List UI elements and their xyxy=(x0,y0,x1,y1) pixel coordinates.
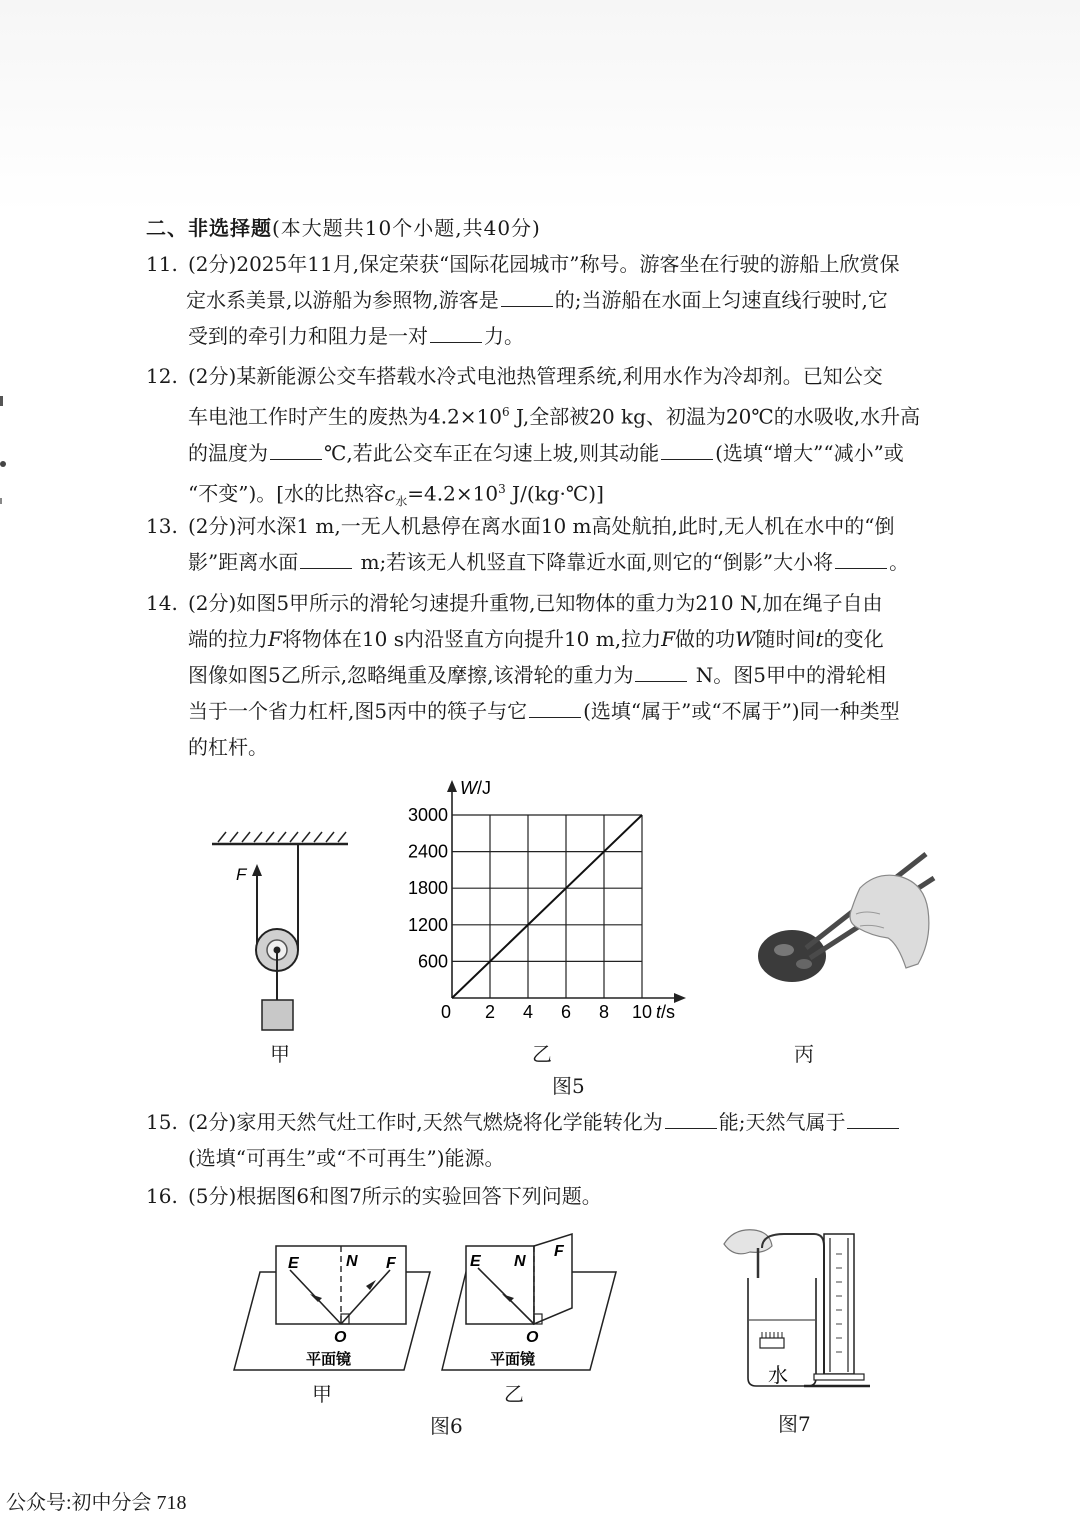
y-tick-label: 1200 xyxy=(407,914,448,935)
x-tick-label: 8 xyxy=(598,1002,610,1022)
x-tick-label: 0 xyxy=(440,1002,452,1022)
fig5-caption: 图5 xyxy=(552,1074,585,1098)
ray-label-f: F xyxy=(554,1243,564,1260)
question-12: 12. (2分)某新能源公交车搭载水冷式电池热管理系统,利用水作为冷却剂。已知公交 车电池工作时产生的废热为$4.2\times 10^6$ J,全部被20 kg、初温为20℃的水吸收,水升高 的温度为 ℃,若此公交车正在匀速上坡,则其动能 (选填“增大”“减小”或 “不变”)。[水的比热容$c_水=4.2\times 10^3$ J/(kg·℃)] xyxy=(146,358,996,519)
mirror-label: 平面镜 xyxy=(306,1351,352,1368)
reflection-setup-jia xyxy=(230,1240,440,1380)
question-number: 11. xyxy=(146,252,178,276)
section-title xyxy=(146,212,541,241)
ray-label-e: E xyxy=(470,1253,481,1270)
ray-label-f: F xyxy=(386,1255,396,1272)
water-label: 水 xyxy=(768,1365,788,1387)
answer-blank[interactable] xyxy=(270,437,322,460)
fig5-label-jia: 甲 xyxy=(270,1042,290,1066)
y-tick-label: 600 xyxy=(417,951,448,972)
answer-blank[interactable] xyxy=(529,695,581,718)
point-label-o: O xyxy=(334,1329,347,1346)
series-line xyxy=(452,815,642,998)
y-axis-label: W/J xyxy=(460,778,492,798)
y-axis-arrow xyxy=(447,780,457,792)
reflection-setup-yi xyxy=(440,1230,630,1380)
footer-watermark: 公众号:初中分会 718 xyxy=(6,1492,187,1514)
fig7-caption: 图7 xyxy=(778,1412,811,1436)
x-tick-label: 4 xyxy=(522,1002,534,1022)
question-number: 12. xyxy=(146,364,178,388)
mirror-label: 平面镜 xyxy=(490,1351,536,1368)
x-tick-label: 6 xyxy=(560,1002,572,1022)
ray-label-e: E xyxy=(288,1255,299,1272)
question-number: 15. xyxy=(146,1110,178,1134)
x-axis-label: t/s xyxy=(656,1002,676,1022)
chopsticks-photo xyxy=(748,848,938,993)
fig6-caption: 图6 xyxy=(430,1414,463,1438)
answer-blank[interactable] xyxy=(430,320,482,343)
x-tick-label: 2 xyxy=(484,1002,496,1022)
fig6-label-jia: 甲 xyxy=(312,1382,332,1406)
question-13: 13. (2分)河水深1 m,一无人机悬停在离水面10 m高处航拍,此时,无人机在水中的“倒 影”距离水面 m;若该无人机竖直下降靠近水面,则它的“倒影”大小将 。 xyxy=(146,508,996,580)
fig5-label-bing: 丙 xyxy=(794,1042,814,1066)
margin-scan-marks xyxy=(0,380,10,520)
question-11: 11. (2分)2025年11月,保定荣获“国际花园城市”称号。游客坐在行驶的游船上欣赏保 定水系美景,以游船为参照物,游客是 的;当游船在水面上匀速直线行驶时,它 受到的牵引力和阻力是一对 力。 xyxy=(146,246,996,354)
x-axis-arrow xyxy=(674,993,686,1003)
normal-label-n: N xyxy=(514,1253,526,1270)
normal-label-n: N xyxy=(346,1253,358,1270)
x-tick-label: 10 xyxy=(631,1002,653,1022)
fig5-label-yi: 乙 xyxy=(532,1042,552,1066)
answer-blank[interactable] xyxy=(665,1106,717,1129)
question-16: 16. (5分)根据图6和图7所示的实验回答下列问题。 xyxy=(146,1178,996,1214)
answer-blank[interactable] xyxy=(501,284,553,307)
pressure-gauge-apparatus xyxy=(714,1224,874,1394)
y-tick-label: 1800 xyxy=(407,878,448,899)
answer-blank[interactable] xyxy=(835,546,887,569)
fig6-label-yi: 乙 xyxy=(504,1382,524,1406)
work-time-graph xyxy=(396,772,696,1032)
question-14: 14. (2分)如图5甲所示的滑轮匀速提升重物,已知物体的重力为210 N,加在绳子自由 端的拉力F将物体在10 s内沿竖直方向提升10 m,拉力F做的功W随时间t的变化 图像如图5乙所示,忽略绳重及摩擦,该滑轮的重力为 N。图5甲中的滑轮相 当于一个省力杠杆,图5丙中的筷子与它 (选填“属于”或“不属于”)同一种类型 的杠杆。 xyxy=(146,585,996,765)
section-heading: 二、非选择题 xyxy=(146,216,272,240)
point-label-o: O xyxy=(526,1329,539,1346)
question-number: 13. xyxy=(146,514,178,538)
pulley-diagram xyxy=(200,828,360,1040)
answer-blank[interactable] xyxy=(661,437,713,460)
question-15: 15. (2分)家用天然气灶工作时,天然气燃烧将化学能转化为 能;天然气属于 (选填“可再生”或“不可再生”)能源。 xyxy=(146,1104,996,1176)
y-tick-label: 2400 xyxy=(407,841,448,862)
question-number: 14. xyxy=(146,591,178,615)
answer-blank[interactable] xyxy=(847,1106,899,1129)
section-note: (本大题共10个小题,共40分) xyxy=(272,216,541,240)
answer-blank[interactable] xyxy=(635,659,687,682)
question-number: 16. xyxy=(146,1184,178,1208)
y-tick-label: 3000 xyxy=(407,805,448,825)
answer-blank[interactable] xyxy=(300,546,352,569)
force-label: F xyxy=(236,865,247,884)
